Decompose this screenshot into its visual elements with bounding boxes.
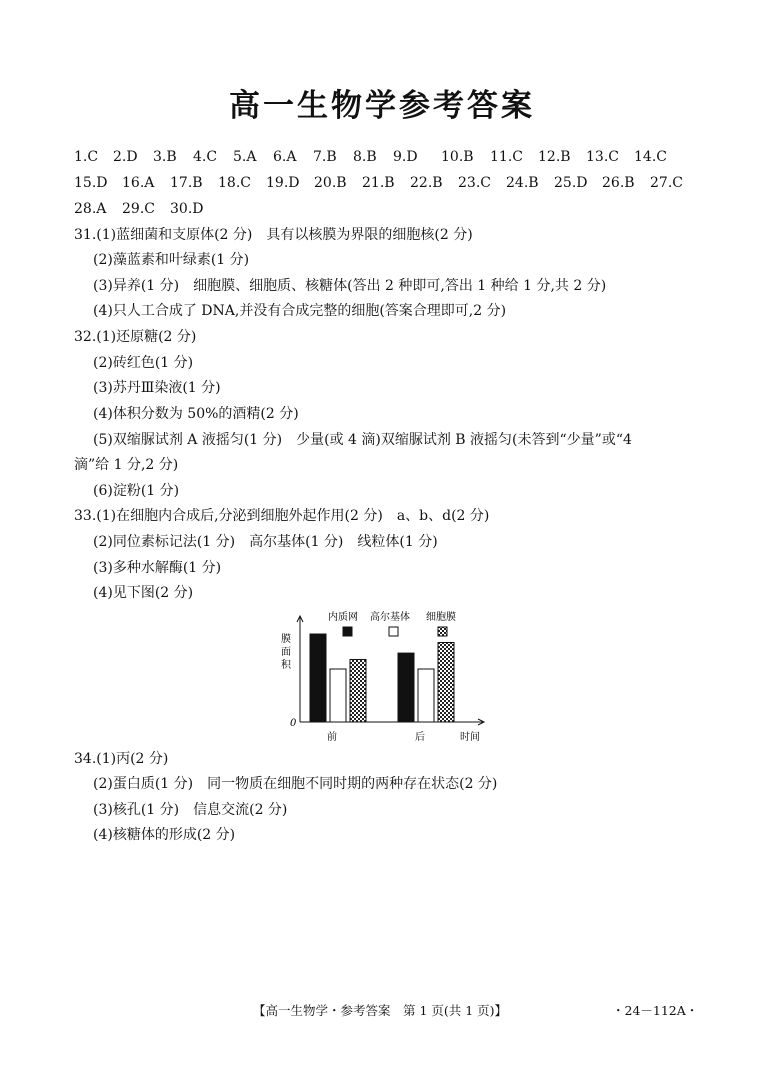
mc-answer: 29.C	[122, 201, 155, 217]
mc-answer: 1.C	[74, 149, 99, 165]
mc-answer: 20.B	[314, 175, 347, 191]
bar	[330, 669, 346, 722]
mc-answer: 17.B	[170, 175, 203, 191]
mc-answer: 18.C	[218, 175, 251, 191]
answer-33-2: (2)同位素标记法(1 分) 高尔基体(1 分) 线粒体(1 分)	[93, 534, 438, 550]
legend-swatch	[389, 627, 398, 636]
mc-answer: 6.A	[273, 149, 297, 165]
x-tick-label: 后	[415, 732, 425, 743]
mc-answer: 24.B	[506, 175, 539, 191]
answer-34-2: (2)蛋白质(1 分) 同一物质在细胞不同时期的两种存在状态(2 分)	[93, 776, 498, 792]
mc-answer: 27.C	[650, 175, 683, 191]
bar	[418, 669, 434, 722]
x-axis-label: 时间	[460, 732, 480, 743]
mc-answer-row-3	[74, 200, 204, 218]
mc-answer: 3.B	[153, 149, 177, 165]
mc-answer: 19.D	[266, 175, 300, 191]
answer-32-1: 32.(1)还原糖(2 分)	[74, 329, 197, 345]
bar	[398, 653, 414, 722]
mc-answer-row-2	[74, 174, 683, 192]
mc-answer: 28.A	[74, 201, 107, 217]
mc-answer: 2.D	[113, 149, 138, 165]
mc-answer: 22.B	[410, 175, 443, 191]
bar	[350, 659, 366, 722]
answer-31-1: 31.(1)蓝细菌和支原体(2 分) 具有以核膜为界限的细胞核(2 分)	[74, 227, 473, 243]
mc-answer-row-1	[74, 148, 667, 166]
y-axis-label-char: 面	[281, 647, 291, 658]
mc-answer: 9.D	[393, 149, 418, 165]
mc-answer: 15.D	[74, 175, 108, 191]
answer-33-3: (3)多种水解酶(1 分)	[93, 560, 222, 576]
answer-33-1: 33.(1)在细胞内合成后,分泌到细胞外起作用(2 分) a、b、d(2 分)	[74, 508, 490, 524]
mc-answer: 7.B	[313, 149, 337, 165]
answer-31-3: (3)异养(1 分) 细胞膜、细胞质、核糖体(答出 2 种即可,答出 1 种给 1 分,共 2 分)	[93, 278, 607, 294]
mc-answer: 13.C	[586, 149, 619, 165]
answer-32-2: (2)砖红色(1 分)	[93, 355, 194, 371]
answer-32-4: (4)体积分数为 50%的酒精(2 分)	[93, 406, 299, 422]
answer-34-3: (3)核孔(1 分) 信息交流(2 分)	[93, 802, 288, 818]
mc-answer: 21.B	[362, 175, 395, 191]
mc-answer: 25.D	[554, 175, 588, 191]
mc-answer: 11.C	[490, 149, 523, 165]
answer-34-4: (4)核糖体的形成(2 分)	[93, 827, 236, 843]
mc-answer: 8.B	[353, 149, 377, 165]
legend-label: 高尔基体	[370, 612, 410, 623]
answer-33-4: (4)见下图(2 分)	[93, 585, 194, 601]
page-footer: 【高一生物学・参考答案 第 1 页(共 1 页)】	[253, 1003, 508, 1018]
mc-answer: 23.C	[458, 175, 491, 191]
mc-answer: 16.A	[122, 175, 155, 191]
answer-32-3: (3)苏丹Ⅲ染液(1 分)	[93, 380, 221, 396]
mc-answer: 12.B	[538, 149, 571, 165]
mc-answer: 4.C	[193, 149, 218, 165]
legend-label: 内质网	[328, 612, 358, 623]
mc-answer: 30.D	[170, 201, 204, 217]
answer-31-4: (4)只人工合成了 DNA,并没有合成完整的细胞(答案合理即可,2 分)	[93, 303, 507, 319]
membrane-area-chart	[274, 606, 494, 746]
answer-32-6: (6)淀粉(1 分)	[93, 483, 180, 499]
x-tick-label: 前	[327, 732, 337, 743]
answer-34-1: 34.(1)丙(2 分)	[74, 751, 169, 767]
answer-32-5-cont: 滴”给 1 分,2 分)	[74, 457, 179, 473]
page-code: ・24－112A・	[612, 1003, 699, 1018]
mc-answer: 10.B	[441, 149, 474, 165]
bar	[310, 634, 326, 722]
document-title: 高一生物学参考答案	[229, 88, 535, 124]
answer-31-2: (2)藻蓝素和叶绿素(1 分)	[93, 252, 250, 268]
mc-answer: 26.B	[602, 175, 635, 191]
y-axis-label-char: 膜	[281, 634, 291, 645]
legend-swatch	[343, 627, 352, 636]
legend-swatch	[438, 627, 447, 636]
y-axis-label-char: 积	[281, 660, 291, 671]
legend-label: 细胞膜	[426, 612, 456, 623]
answer-32-5: (5)双缩脲试剂 A 液摇匀(1 分) 少量(或 4 滴)双缩脲试剂 B 液摇匀(未答到“少量”或“4	[93, 432, 632, 448]
bar	[438, 643, 454, 723]
origin-label: 0	[290, 718, 297, 729]
mc-answer: 5.A	[233, 149, 257, 165]
mc-answer: 14.C	[634, 149, 667, 165]
